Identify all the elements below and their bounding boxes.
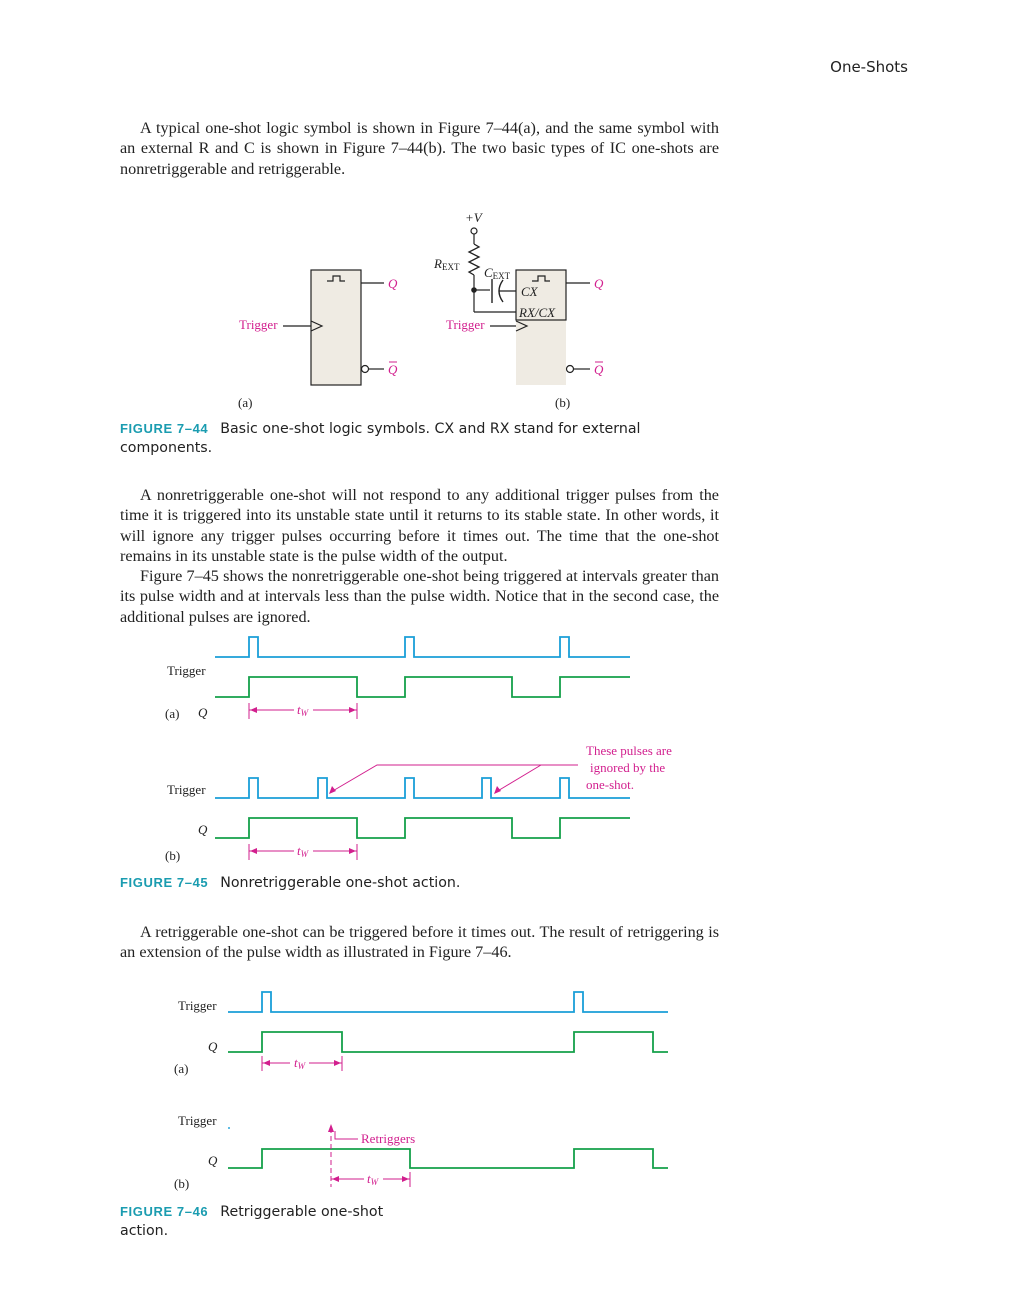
arrow-left-icon — [332, 1176, 339, 1182]
q-label-46b: Q — [208, 1153, 218, 1168]
tw-label-46b: tW — [367, 1171, 379, 1187]
q-output-label-a: Q — [388, 276, 398, 291]
caption-text: Basic one-shot logic symbols. CX and RX stand for external components. — [120, 421, 641, 456]
trigger-label-45a: Trigger — [167, 663, 206, 678]
trigger-label-b: Trigger — [446, 317, 485, 332]
label-45a: (a) — [165, 706, 180, 721]
label-a: (a) — [238, 395, 253, 410]
q-label-46a: Q — [208, 1039, 218, 1054]
arrow-up-icon — [328, 1124, 334, 1132]
trigger-label-a: Trigger — [239, 317, 278, 332]
c-ext-label: CEXT — [484, 265, 511, 281]
label-45b: (b) — [165, 848, 181, 863]
retriggers-label: Retriggers — [361, 1131, 416, 1146]
ignored-note-line1: These pulses are — [586, 743, 672, 758]
tw-label-45b: tW — [297, 843, 309, 859]
caption-number: FIGURE 7–44 — [120, 421, 209, 436]
cx-label: CX — [521, 284, 538, 299]
arrow-right-icon — [334, 1060, 341, 1066]
label-46a: (a) — [174, 1061, 189, 1076]
r-ext-label: REXT — [434, 256, 460, 272]
ignored-note-line2: ignored by the — [590, 760, 666, 775]
paragraph-nonretriggerable: A nonretriggerable one-shot will not respond to any additional trigger pulses from the time it is triggered into its unstable state until it returns to its stable state. In other words, it will ignore any trigger pulses occurring before it times out. The time that the one-shot remains in its unstable state is the pulse width of the output. — [120, 486, 719, 566]
q-waveform-46b — [228, 1149, 668, 1168]
trigger-label-46b: Trigger — [178, 1113, 217, 1128]
caption-number: FIGURE 7–46 — [120, 1204, 209, 1219]
caption-text: Nonretriggerable one-shot action. — [220, 875, 461, 891]
paragraph-intro: A typical one-shot logic symbol is shown in Figure 7–44(a), and the same symbol with an external R and C is shown in Figure 7–44(b). The two basic types of IC one-shots are nonretriggerable and retriggerable. — [120, 119, 719, 178]
q-label-45b: Q — [198, 822, 208, 837]
caption-text: Retriggerable one-shot action. — [120, 1204, 384, 1239]
paragraph-retriggerable: A retriggerable one-shot can be triggered before it times out. The result of retriggering is an extension of the pulse width as illustrated in Figure 7–46. — [120, 923, 719, 962]
q-label-45a: Q — [198, 705, 208, 720]
retriggers-leader — [335, 1131, 358, 1139]
trigger-label-45b: Trigger — [167, 782, 206, 797]
ignored-note-line3: one-shot. — [586, 777, 635, 792]
tw-label-45a: tW — [297, 702, 309, 718]
label-b: (b) — [555, 395, 571, 410]
trigger-label-46a: Trigger — [178, 998, 217, 1013]
qbar-output-label-b: Q — [594, 362, 604, 377]
figure-7-46-caption — [120, 1202, 420, 1241]
paragraph-figure-7-45: Figure 7–45 shows the nonretriggerable one-shot being triggered at intervals greater than its pulse width and at intervals less than the pulse width. Notice that in the second case, the additional pulses are ignored. — [120, 567, 719, 626]
label-46b: (b) — [174, 1176, 190, 1191]
caption-number: FIGURE 7–45 — [120, 875, 209, 890]
page-header: One-Shots — [830, 58, 908, 76]
rxcx-label: RX/CX — [519, 305, 556, 320]
trigger-waveform-46a — [228, 992, 668, 1012]
tw-label-46a: tW — [294, 1055, 306, 1071]
arrow-left-icon — [263, 1060, 270, 1066]
q-waveform-46a — [228, 1032, 668, 1052]
qbar-output-label-a: Q — [388, 362, 398, 377]
q-output-label-b: Q — [594, 276, 604, 291]
arrow-right-icon — [402, 1176, 409, 1182]
plus-v-label: +V — [465, 210, 482, 225]
